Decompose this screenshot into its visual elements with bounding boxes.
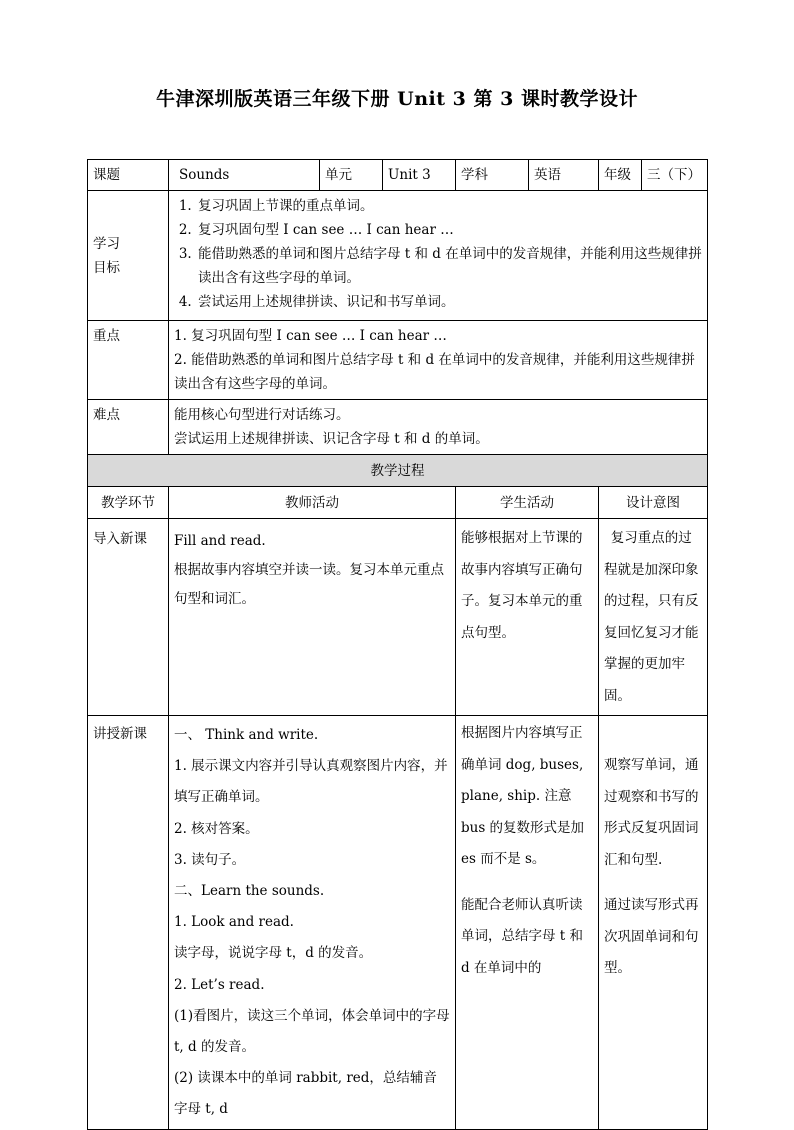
newlesson-purpose bbox=[599, 716, 708, 1130]
grade-value: 三（下） bbox=[642, 160, 708, 191]
newlesson-teacher-line: 一、 Think and write. bbox=[174, 727, 319, 743]
difficulty-line: 能用核心句型进行对话练习。 bbox=[174, 407, 350, 423]
process-header-row bbox=[88, 455, 708, 487]
objectives-content bbox=[169, 191, 708, 321]
keypoints-label: 重点 bbox=[88, 321, 169, 400]
newlesson-student bbox=[456, 716, 599, 1130]
subject-value: 英语 bbox=[529, 160, 599, 191]
newlesson-purpose-2: 通过读写形式再次巩固单词和句型。 bbox=[604, 897, 699, 976]
difficulties-content bbox=[169, 400, 708, 455]
difficulties-label: 难点 bbox=[88, 400, 169, 455]
col-student: 学生活动 bbox=[456, 487, 599, 519]
objective-item: 1. 复习巩固上节课的重点单词。 bbox=[196, 194, 702, 218]
newlesson-purpose-1: 观察写单词，通过观察和书写的形式反复巩固词汇和句型. bbox=[604, 757, 699, 868]
topic-value: Sounds bbox=[169, 160, 320, 191]
subject-label: 学科 bbox=[456, 160, 529, 191]
col-stage: 教学环节 bbox=[88, 487, 169, 519]
unit-label: 单元 bbox=[320, 160, 383, 191]
page-title: 牛津深圳版英语三年级下册 Unit 3 第 3 课时教学设计 bbox=[156, 88, 638, 110]
newlesson-student-1: 根据图片内容填写正确单词 dog, buses, plane, ship. 注意 bus 的复数形式是加 es 而不是 s。 bbox=[461, 725, 585, 867]
intro-teacher bbox=[169, 519, 456, 716]
keypoints-content bbox=[169, 321, 708, 400]
newlesson-student-2: 能配合老师认真听读单词，总结字母 t 和 d 在单词中的 bbox=[461, 896, 584, 976]
newlesson-teacher bbox=[169, 716, 456, 1130]
newlesson-teacher-line: 读字母，说说字母 t，d 的发音。 bbox=[174, 945, 373, 962]
newlesson-row bbox=[88, 716, 708, 1130]
intro-teacher-line: Fill and read. bbox=[174, 533, 266, 549]
grade-label: 年级 bbox=[599, 160, 642, 191]
process-columns-row bbox=[88, 487, 708, 519]
newlesson-teacher-line: 1. Look and read. bbox=[174, 914, 294, 931]
objective-item: 3. 能借助熟悉的单词和图片总结字母 t 和 d 在单词中的发音规律，并能利用这些规律拼读出含有这些字母的单词。 bbox=[196, 242, 702, 290]
info-row bbox=[88, 160, 708, 191]
intro-teacher-line: 根据故事内容填空并读一读。复习本单元重点句型和词汇。 bbox=[174, 562, 444, 607]
process-header: 教学过程 bbox=[88, 455, 708, 487]
keypoint-line: 2. 能借助熟悉的单词和图片总结字母 t 和 d 在单词中的发音规律，并能利用这些规律拼读出含有这些字母的单词。 bbox=[174, 352, 695, 392]
newlesson-teacher-line: 2. 核对答案。 bbox=[174, 820, 259, 837]
intro-row bbox=[88, 519, 708, 716]
difficulty-line: 尝试运用上述规律拼读、识记含字母 t 和 d 的单词。 bbox=[174, 431, 489, 447]
col-purpose: 设计意图 bbox=[599, 487, 708, 519]
keypoints-row bbox=[88, 321, 708, 400]
intro-purpose: 复习重点的过程就是加深印象的过程，只有反复回忆复习才能掌握的更加牢固。 bbox=[599, 519, 708, 716]
intro-stage: 导入新课 bbox=[88, 519, 169, 716]
intro-student: 能够根据对上节课的故事内容填写正确句子。复习本单元的重点句型。 bbox=[456, 519, 599, 716]
newlesson-teacher-line: 1. 展示课文内容并引导认真观察图片内容，并填写正确单词。 bbox=[174, 758, 448, 806]
topic-label: 课题 bbox=[88, 160, 169, 191]
col-teacher: 教师活动 bbox=[169, 487, 456, 519]
objectives-label: 学习目标 bbox=[88, 191, 169, 321]
difficulties-row bbox=[88, 400, 708, 455]
newlesson-teacher-line: (2) 读课本中的单词 rabbit, red，总结辅音字母 t, d bbox=[174, 1070, 437, 1118]
objective-item: 2. 复习巩固句型 I can see … I can hear … bbox=[196, 218, 702, 242]
newlesson-stage: 讲授新课 bbox=[88, 716, 169, 1130]
lesson-plan-table bbox=[87, 159, 708, 1130]
unit-value: Unit 3 bbox=[383, 160, 456, 191]
objectives-row bbox=[88, 191, 708, 321]
newlesson-teacher-line: 3. 读句子。 bbox=[174, 851, 246, 868]
newlesson-teacher-line: 2. Let’s read. bbox=[174, 976, 265, 993]
newlesson-teacher-line: (1)看图片，读这三个单词，体会单词中的字母 t, d 的发音。 bbox=[174, 1007, 450, 1056]
keypoint-line: 1. 复习巩固句型 I can see … I can hear … bbox=[174, 328, 447, 344]
objective-item: 4. 尝试运用上述规律拼读、识记和书写单词。 bbox=[196, 290, 702, 314]
newlesson-teacher-line: 二、Learn the sounds. bbox=[174, 883, 325, 900]
